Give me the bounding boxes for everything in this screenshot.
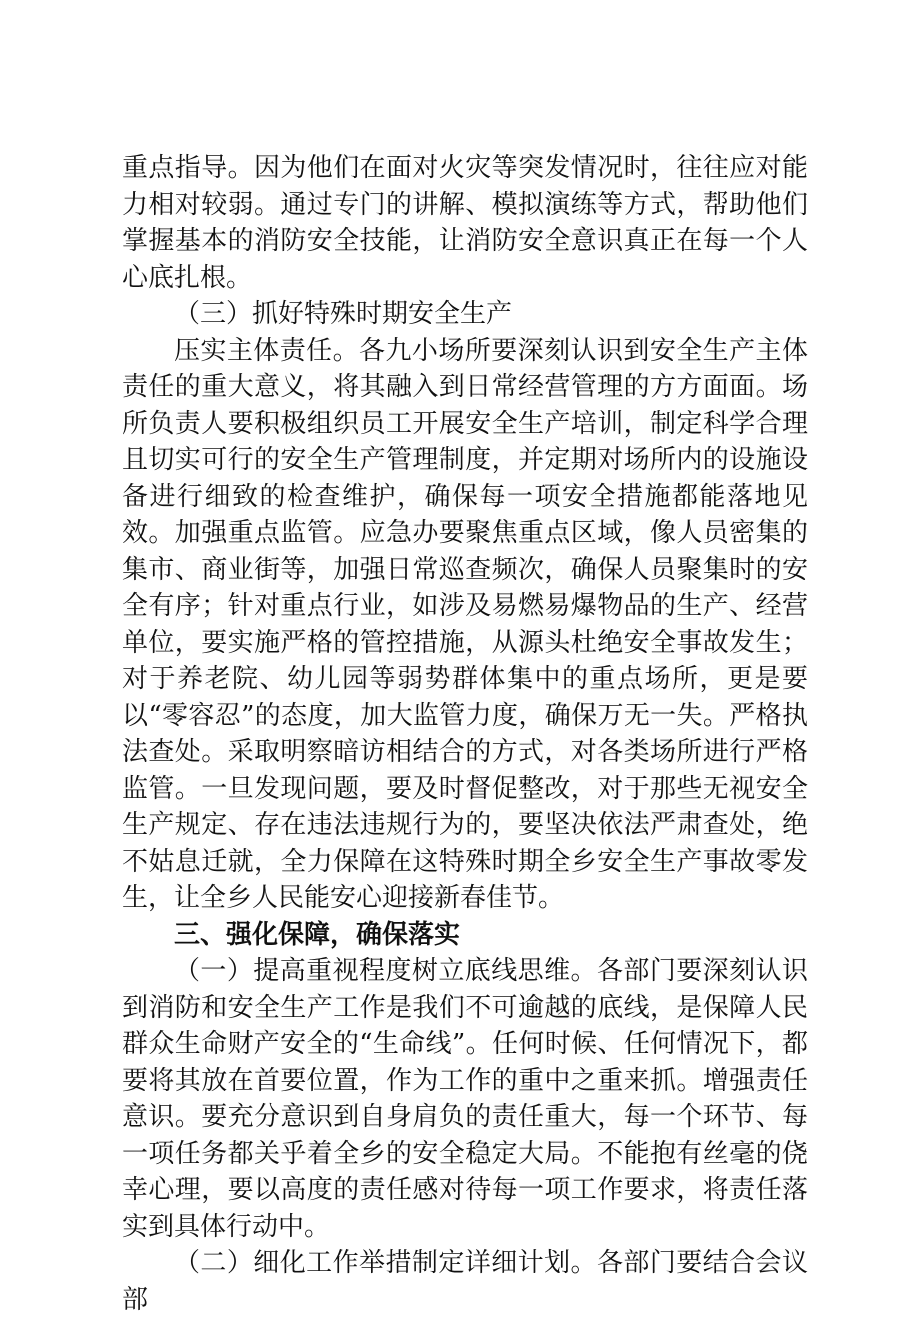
paragraph-detailed-plan: （二）细化工作举措制定详细计划。各部门要结合会议部 <box>122 1248 808 1315</box>
paragraph-bottom-line-thinking: （一）提高重视程度树立底线思维。各部门要深刻认识到消防和安全生产工作是我们不可逾越的底线，是保障人民群众生命财产安全的“生命线”。任何时候、任何情况下，都要将其放在首要位置，作为工作的重中之重来抓。增强责任意识。要充分意识到自身肩负的责任重大，每一个环节、每一项任务都关乎着全乡的安全稳定大局。不能抱有丝毫的侥幸心理，要以高度的责任感对待每一项工作要求，将责任落实到具体行动中。 <box>122 956 808 1242</box>
chapter-heading-three: 三、强化保障，确保落实 <box>174 919 461 950</box>
section-heading-three: （三）抓好特殊时期安全生产 <box>174 299 513 329</box>
paragraph-safety-production: 压实主体责任。各九小场所要深刻认识到安全生产主体责任的重大意义，将其融入到日常经营管理的方方面面。场所负责人要积极组织员工开展安全生产培训，制定科学合理且切实可行的安全生产管理制度，并定期对场所内的设施设备进行细致的检查维护，确保每一项安全措施都能落地见效。加强重点监管。应急办要聚焦重点区域，像人员密集的集市、商业街等，加强日常巡查频次，确保人员聚集时的安全有序；针对重点行业，如涉及易燃易爆物品的生产、经营单位，要实施严格的管控措施，从源头杜绝安全事故发生；对于养老院、幼儿园等弱势群体集中的重点场所，更是要以“零容忍”的态度，加大监管力度，确保万无一失。严格执法查处。采取明察暗访相结合的方式，对各类场所进行严格监管。一旦发现问题，要及时督促整改，对于那些无视安全生产规定、存在违法违规行为的，要坚决依法严肃查处，绝不姑息迁就，全力保障在这特殊时期全乡安全生产事故零发生，让全乡人民能安心迎接新春佳节。 <box>122 335 808 913</box>
document-body <box>122 150 808 1318</box>
paragraph-continuation: 重点指导。因为他们在面对火灾等突发情况时，往往应对能力相对较弱。通过专门的讲解、模拟演练等方式，帮助他们掌握基本的消防安全技能，让消防安全意识真正在每一个人心底扎根。 <box>122 153 808 293</box>
